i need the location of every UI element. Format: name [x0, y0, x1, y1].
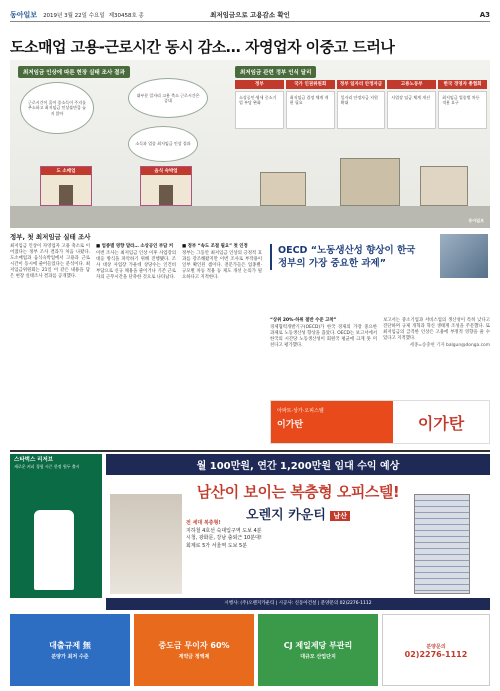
- policy-head: 정부 일자리 안정자금: [337, 80, 386, 89]
- building-illustration: [340, 158, 400, 206]
- feature-item: 지하철 4호선 숙대입구역 도보 4분: [186, 527, 262, 534]
- article-paragraph: 보고서는 중소기업과 서비스업의 생산성이 특히 낮다고 진단하며 규제 개혁과 혁신 생태계 조성을 주문했다. 또 최저임금의 급격한 인상은 고용에 부정적 영향을 줄 수 있다고 지적했다.: [383, 318, 490, 342]
- advertisement-area: [10, 450, 490, 688]
- policy-head: 정부: [235, 80, 284, 89]
- policy-card: [438, 80, 487, 129]
- article-subhead: “상위 20%·하위 절반 수준 고착”: [270, 318, 337, 323]
- policy-card: [387, 80, 436, 129]
- article-paragraph: 최저임금 인상이 자영업자 고용 축소로 이어졌다는 정부 조사 결과가 처음 나왔다. 도소매업과 음식숙박업에서 고용과 근로시간이 동시에 줄어들었다는 분석이다. 최저임금위원회는 21일 이 같은 내용을 담은 현장 실태조사 결과를 공개했다.: [10, 244, 90, 280]
- small-ad-title: 분양문의: [426, 644, 446, 650]
- masthead: [10, 8, 490, 22]
- small-ad[interactable]: [258, 614, 378, 686]
- policy-body: 최저임금 업종별 차등 적용 요구: [438, 91, 487, 129]
- officetel-ad-headline: 남산이 보이는 복층형 오피스텔!: [196, 483, 400, 501]
- officetel-ad-banner: 월 100만원, 연간 1,200만원 임대 수익 예상: [106, 454, 490, 475]
- small-ad[interactable]: [134, 614, 254, 686]
- small-ad[interactable]: [382, 614, 490, 686]
- oecd-article-header: [270, 232, 490, 317]
- dental-ad-brand-box: [393, 401, 489, 443]
- graphic-left-title: 최저임금 인상에 따른 현장 실태 조사 결과: [18, 66, 130, 78]
- newspaper-logo: 동아일보: [10, 10, 38, 19]
- building-illustration: [260, 172, 306, 206]
- restaurant-door: [159, 185, 173, 205]
- section-title: 최저임금으로 고용감소 확인: [210, 11, 290, 19]
- small-ad-title: 중도금 무이자 60%: [158, 641, 230, 650]
- small-ad-phone: 02)2276-1112: [404, 650, 468, 659]
- speech-bubble: 대부분 일자리 고용 축소 근로시간은 증대: [128, 78, 208, 118]
- left-article-body: [10, 244, 262, 446]
- restaurant-sign: 음식 숙박업: [141, 167, 191, 175]
- dental-ad-line: 이가탄: [277, 420, 304, 430]
- article-paragraph: 정부는 그동안 최저임금 인상의 긍정적 효과를 강조해왔지만 이번 조사로 부작용이 일부 확인된 셈이다. 전문가들은 업종별·규모별 차등 적용 등 제도 개선 논의가 필요하다고 지적한다.: [182, 251, 262, 281]
- policy-card: [337, 80, 386, 129]
- small-ad-title: CJ 제일제당 부관리: [283, 641, 353, 650]
- infographic: [10, 60, 490, 228]
- interior-photo: [110, 494, 182, 594]
- officetel-ad[interactable]: [106, 454, 490, 598]
- dental-ad-copy: [271, 401, 393, 443]
- speech-bubble: 소득과 업종 최저임금 인상 결과: [128, 126, 198, 162]
- oecd-headline: OECD “노동생산성 향상이 한국정부의 가장 중요한 과제”: [270, 244, 420, 270]
- policy-card: [286, 80, 335, 129]
- policy-head: 고용노동부: [387, 80, 436, 89]
- officetel-brand-tag: 남산: [330, 511, 350, 521]
- speech-bubble: 근로시간이 줄어 종소득이 주지를 추소하고 최저임금 인상률만큼 늘지 않아: [20, 82, 94, 134]
- byline: 세종=송충현 기자 balgun@donga.com: [409, 343, 490, 349]
- page-number: A3: [479, 10, 490, 19]
- coffee-ad[interactable]: [10, 454, 102, 598]
- graphic-right-title: 최저임금 관련 정부 인식 달리: [235, 66, 316, 78]
- feature-item: 전 세대 복층형!: [186, 520, 221, 526]
- main-headline: 도소매업 고용-근로시간 동시 감소… 자영업자 이중고 드러나: [10, 38, 395, 56]
- feature-item: 회계로 5가 서울역 도보 5분: [186, 542, 248, 549]
- issue-number: 제30458호 종: [108, 12, 144, 19]
- small-ad-text: 분양가 최저 수준: [51, 654, 89, 660]
- building-photo: [414, 494, 470, 594]
- small-ads-row: [10, 614, 490, 686]
- graphic-credit: 동아일보: [468, 218, 484, 223]
- reporter-photo: [440, 234, 488, 278]
- article-paragraph: 경제협력개발기구(OECD)가 한국 경제의 가장 중요한 과제로 노동생산성 향상을 꼽았다. OECD는 보고서에서 한국의 시간당 노동생산성이 회원국 평균에 크게 못 미친다고 평가했다.: [270, 325, 377, 349]
- dental-ad-brand: 이가탄: [417, 413, 465, 433]
- policy-body: 소상공인·영세 중소기업 부담 완화: [235, 91, 284, 129]
- small-ad-text: 대규모 산업단지: [300, 654, 336, 660]
- officetel-ad-footer: 시행사: (주)오렌지카운티 | 시공사: 신동아건설 | 분양문의 02)2276-1112: [106, 598, 490, 610]
- issue-date: 2019년 3월 22일 수요일: [43, 12, 105, 19]
- dental-ad-line: 아파트·상가·오피스텔: [277, 408, 324, 414]
- article-kicker: 정부, 첫 최저임금 실태 조사: [10, 233, 91, 241]
- restaurant-illustration: [140, 166, 192, 206]
- small-ad-title: 대출규제 無: [49, 641, 91, 650]
- officetel-features: [186, 520, 262, 550]
- small-ad[interactable]: [10, 614, 130, 686]
- dental-ad[interactable]: [270, 400, 490, 444]
- small-ad-text: 계약금 정액제: [178, 654, 210, 660]
- article-subhead: ■ 업종별 영향 달라… 소상공인 부담 커: [96, 244, 174, 249]
- policy-body: 사업장 임금 체계 개선: [387, 91, 436, 129]
- coffee-ad-text: 새로운 커피 경험 시즌 한정 원두 출시: [14, 463, 80, 469]
- article-paragraph: 이번 조사는 최저임금 인상 이후 사업장의 대응 방식을 파악하기 위해 진행됐다. 조사 대상 사업장 가운데 상당수는 인건비 부담으로 신규 채용을 줄이거나 기존 근로자의 근무시간을 단축한 것으로 나타났다.: [96, 251, 176, 281]
- coffee-cup-icon: [34, 510, 74, 590]
- street-illustration: [10, 206, 490, 228]
- policy-head: 한국 경영자 총협회: [438, 80, 487, 89]
- store-sign: 도 소매업: [41, 167, 91, 175]
- policy-body: 일자리 안정자금 지원 확대: [337, 91, 386, 129]
- policy-card: [235, 80, 284, 129]
- feature-item: 시청, 광화문, 강남 출퇴근 10분대!: [186, 535, 262, 541]
- store-illustration: [40, 166, 92, 206]
- building-illustration: [420, 166, 468, 206]
- policy-grid: [235, 80, 487, 129]
- policy-head: 국가 인권위원회: [286, 80, 335, 89]
- article-subhead: ■ 정부 “속도 조절 필요” 첫 인정: [182, 244, 248, 249]
- policy-body: 최저임금 결정 체계 개편 필요: [286, 91, 335, 129]
- officetel-brand-name: 오렌지 카운티: [246, 508, 326, 523]
- coffee-ad-title: 스타벅스 리저브: [14, 457, 54, 463]
- store-door: [59, 185, 73, 205]
